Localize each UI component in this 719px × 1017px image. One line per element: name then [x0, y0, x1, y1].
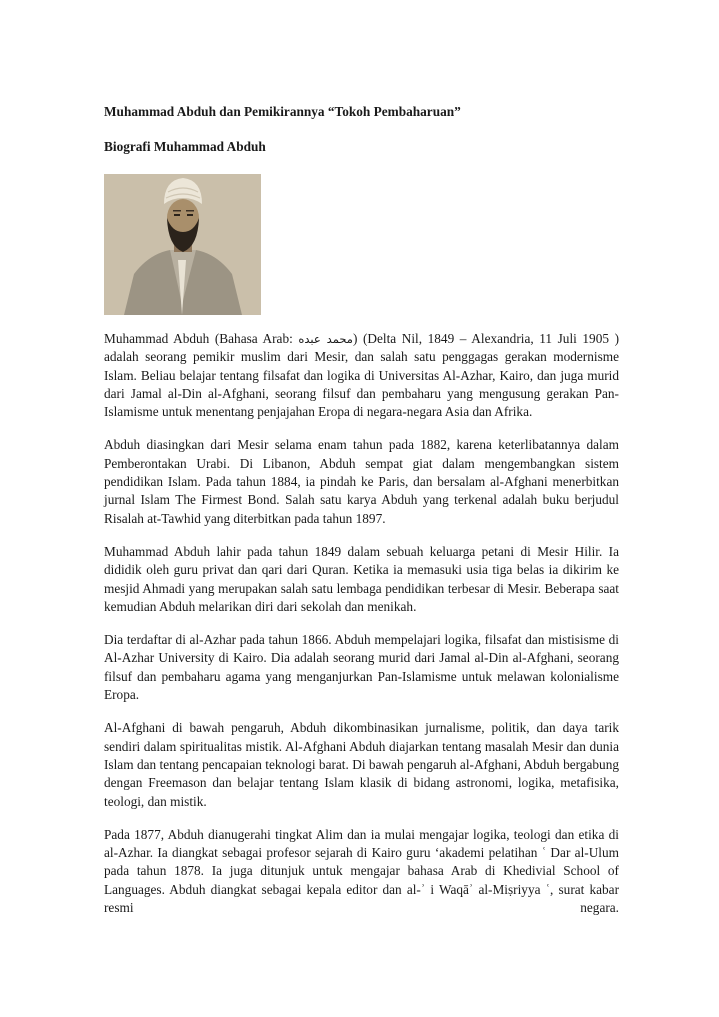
paragraph-exile: Abduh diasingkan dari Mesir selama enam tahun pada 1882, karena keterlibatannya dalam Pemberontakan Urabi. Di Libanon, Abduh sempat giat dalam mengembangkan sistem pendidikan Islam. Pada tahun 1884, ia pindah ke Paris, dan bersalam al-Afghani menerbitkan jurnal Islam The Firmest Bond. Salah satu karya Abduh yang terkenal adalah buku berjudul Risalah at-Tawhid yang diterbitkan pada tahun 1897.: [104, 437, 619, 526]
portrait-illustration: [104, 174, 261, 315]
arabic-name: محمد عبده: [298, 332, 353, 346]
paragraph-intro-rest: ) (Delta Nil, 1849 – Alexandria, 11 Juli 1905 ) adalah seorang pemikir muslim dari Mesir, dan salah satu penggagas gerakan modernisme Islam. Beliau belajar tentang filsafat dan logika di Universitas Al-Azhar, Kairo, dan juga murid dari Jamal al-Din al-Afghani, seorang filsuf dan pembaharu yang mengusung gerakan Pan-Islamisme untuk menentang penjajahan Eropa di negara-negara Asia dan Afrika.: [104, 331, 619, 420]
paragraph-al-azhar: Dia terdaftar di al-Azhar pada tahun 1866. Abduh mempelajari logika, filsafat dan mistisisme di Al-Azhar University di Kairo. Dia adalah seorang murid dari Jamal al-Din al-Afghani, seorang filsuf dan pembaharu agama yang menganjurkan Pan-Islamisme untuk melawan kolonialisme Eropa.: [104, 632, 619, 703]
paragraph-career: Pada 1877, Abduh dianugerahi tingkat Alim dan ia mulai mengajar logika, teologi dan etika di al-Azhar. Ia diangkat sebagai profesor sejarah di Kairo guru ‘akademi pelatihan ʿ Dar al-Ulum pada tahun 1878. Ia juga ditunjuk untuk mengajar bahasa Arab di Khedivial School of Languages. Abduh diangkat sebagai kepala editor dan al-ʾ i Waqāʾ al-Miṣriyya ʿ, surat kabar resmi negara.: [104, 826, 619, 916]
paragraph-early-life: Muhammad Abduh lahir pada tahun 1849 dalam sebuah keluarga petani di Mesir Hilir. Ia dididik oleh guru privat dan qari dari Quran. Ketika ia memasuki usia tiga belas ia dikirim ke mesjid Ahmadi yang merupakan salah satu lembaga pendidikan terbesar di Mesir. Beberapa saat kemudian Abduh melarikan diri dari sekolah dan menikah.: [104, 543, 619, 614]
portrait-photo: [104, 174, 261, 315]
document-title: Muhammad Abduh dan Pemikirannya “Tokoh Pembaharuan”: [104, 104, 461, 119]
section-heading: Biografi Muhammad Abduh: [104, 139, 266, 154]
paragraph-intro-lead: Muhammad Abduh (Bahasa Arab:: [104, 331, 299, 346]
biography-body: [104, 330, 619, 932]
paragraph-al-afghani: Al-Afghani di bawah pengaruh, Abduh dikombinasikan jurnalisme, politik, dan daya tarik sendiri dalam spiritualitas mistik. Al-Afghani Abduh diajarkan tentang masalah Mesir dan dunia Islam dan tentang pencapaian teknologi barat. Di bawah pengaruh al-Afghani, Abduh bergabung dengan Freemason dan belajar tentang Islam klasik di bidang astronomi, logika, metafisika, teologi, dan mistik.: [104, 720, 619, 809]
paragraph-intro: [104, 330, 619, 421]
